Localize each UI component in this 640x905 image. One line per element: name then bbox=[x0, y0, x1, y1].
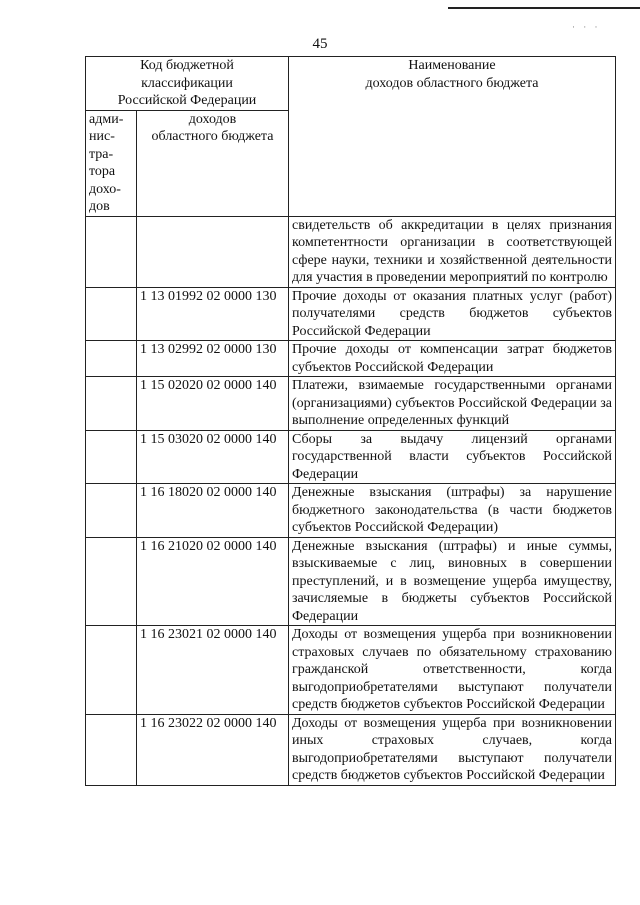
table-row bbox=[86, 484, 616, 538]
revenue-name-cell: Денежные взыскания (штрафы) и иные суммы, взыскиваемые с лиц, виновных в совершении преступлений, и в возмещение ущерба имуществу, зачисляемые в бюджеты субъектов Российской Федерации bbox=[289, 537, 616, 626]
admin-cell bbox=[86, 714, 137, 785]
revenue-name-cell: свидетельств об аккредитации в целях признания компетентности организации в соответствующей сфере науки, техники и хозяйственной деятельности для участия в проведении мероприятий по контролю bbox=[289, 216, 616, 287]
admin-cell bbox=[86, 377, 137, 431]
table-row bbox=[86, 714, 616, 785]
admin-cell bbox=[86, 216, 137, 287]
table-row bbox=[86, 377, 616, 431]
table-row bbox=[86, 341, 616, 377]
income-code-cell: 1 15 03020 02 0000 140 bbox=[137, 430, 289, 484]
admin-cell bbox=[86, 626, 137, 715]
income-code-cell: 1 15 02020 02 0000 140 bbox=[137, 377, 289, 431]
budget-revenue-table bbox=[85, 56, 616, 786]
top-rule bbox=[448, 7, 640, 9]
revenue-name-cell: Прочие доходы от оказания платных услуг (работ) получателями средств бюджетов субъектов Российской Федерации bbox=[289, 287, 616, 341]
admin-cell bbox=[86, 484, 137, 538]
admin-cell bbox=[86, 430, 137, 484]
scan-marks: · · · bbox=[572, 22, 601, 32]
income-code-cell: 1 16 23021 02 0000 140 bbox=[137, 626, 289, 715]
revenue-name-header: Наименование доходов областного бюджета bbox=[289, 57, 616, 217]
header-row-group bbox=[86, 57, 616, 111]
page-number: 45 bbox=[312, 36, 328, 52]
code-group-header: Код бюджетной классификации Российской Федерации bbox=[86, 57, 289, 111]
table-row bbox=[86, 537, 616, 626]
income-code-cell: 1 13 02992 02 0000 130 bbox=[137, 341, 289, 377]
table-row bbox=[86, 216, 616, 287]
table-row bbox=[86, 626, 616, 715]
revenue-name-cell: Прочие доходы от компенсации затрат бюджетов субъектов Российской Федерации bbox=[289, 341, 616, 377]
revenue-name-cell: Доходы от возмещения ущерба при возникновении иных страховых случаев, когда выгодоприобретателями выступают получатели средств бюджетов субъектов Российской Федерации bbox=[289, 714, 616, 785]
revenue-name-cell: Платежи, взимаемые государственными органами (организациями) субъектов Российской Федерации за выполнение определенных функций bbox=[289, 377, 616, 431]
revenue-name-cell: Сборы за выдачу лицензий органами государственной власти субъектов Российской Федерации bbox=[289, 430, 616, 484]
table-row bbox=[86, 287, 616, 341]
admin-column-header: адми- нис- тра- тора дохо- дов bbox=[86, 110, 137, 216]
income-code-cell: 1 16 23022 02 0000 140 bbox=[137, 714, 289, 785]
income-column-header: доходов областного бюджета bbox=[137, 110, 289, 216]
admin-cell bbox=[86, 341, 137, 377]
income-code-cell: 1 16 18020 02 0000 140 bbox=[137, 484, 289, 538]
revenue-name-cell: Доходы от возмещения ущерба при возникновении страховых случаев по обязательному страхованию гражданской ответственности, когда выгодоприобретателями выступают получатели средств бюджетов субъектов Российской Федерации bbox=[289, 626, 616, 715]
income-code-cell bbox=[137, 216, 289, 287]
admin-cell bbox=[86, 537, 137, 626]
income-code-cell: 1 16 21020 02 0000 140 bbox=[137, 537, 289, 626]
income-code-cell: 1 13 01992 02 0000 130 bbox=[137, 287, 289, 341]
admin-cell bbox=[86, 287, 137, 341]
table-row bbox=[86, 430, 616, 484]
revenue-name-cell: Денежные взыскания (штрафы) за нарушение бюджетного законодательства (в части бюджетов субъектов Российской Федерации) bbox=[289, 484, 616, 538]
